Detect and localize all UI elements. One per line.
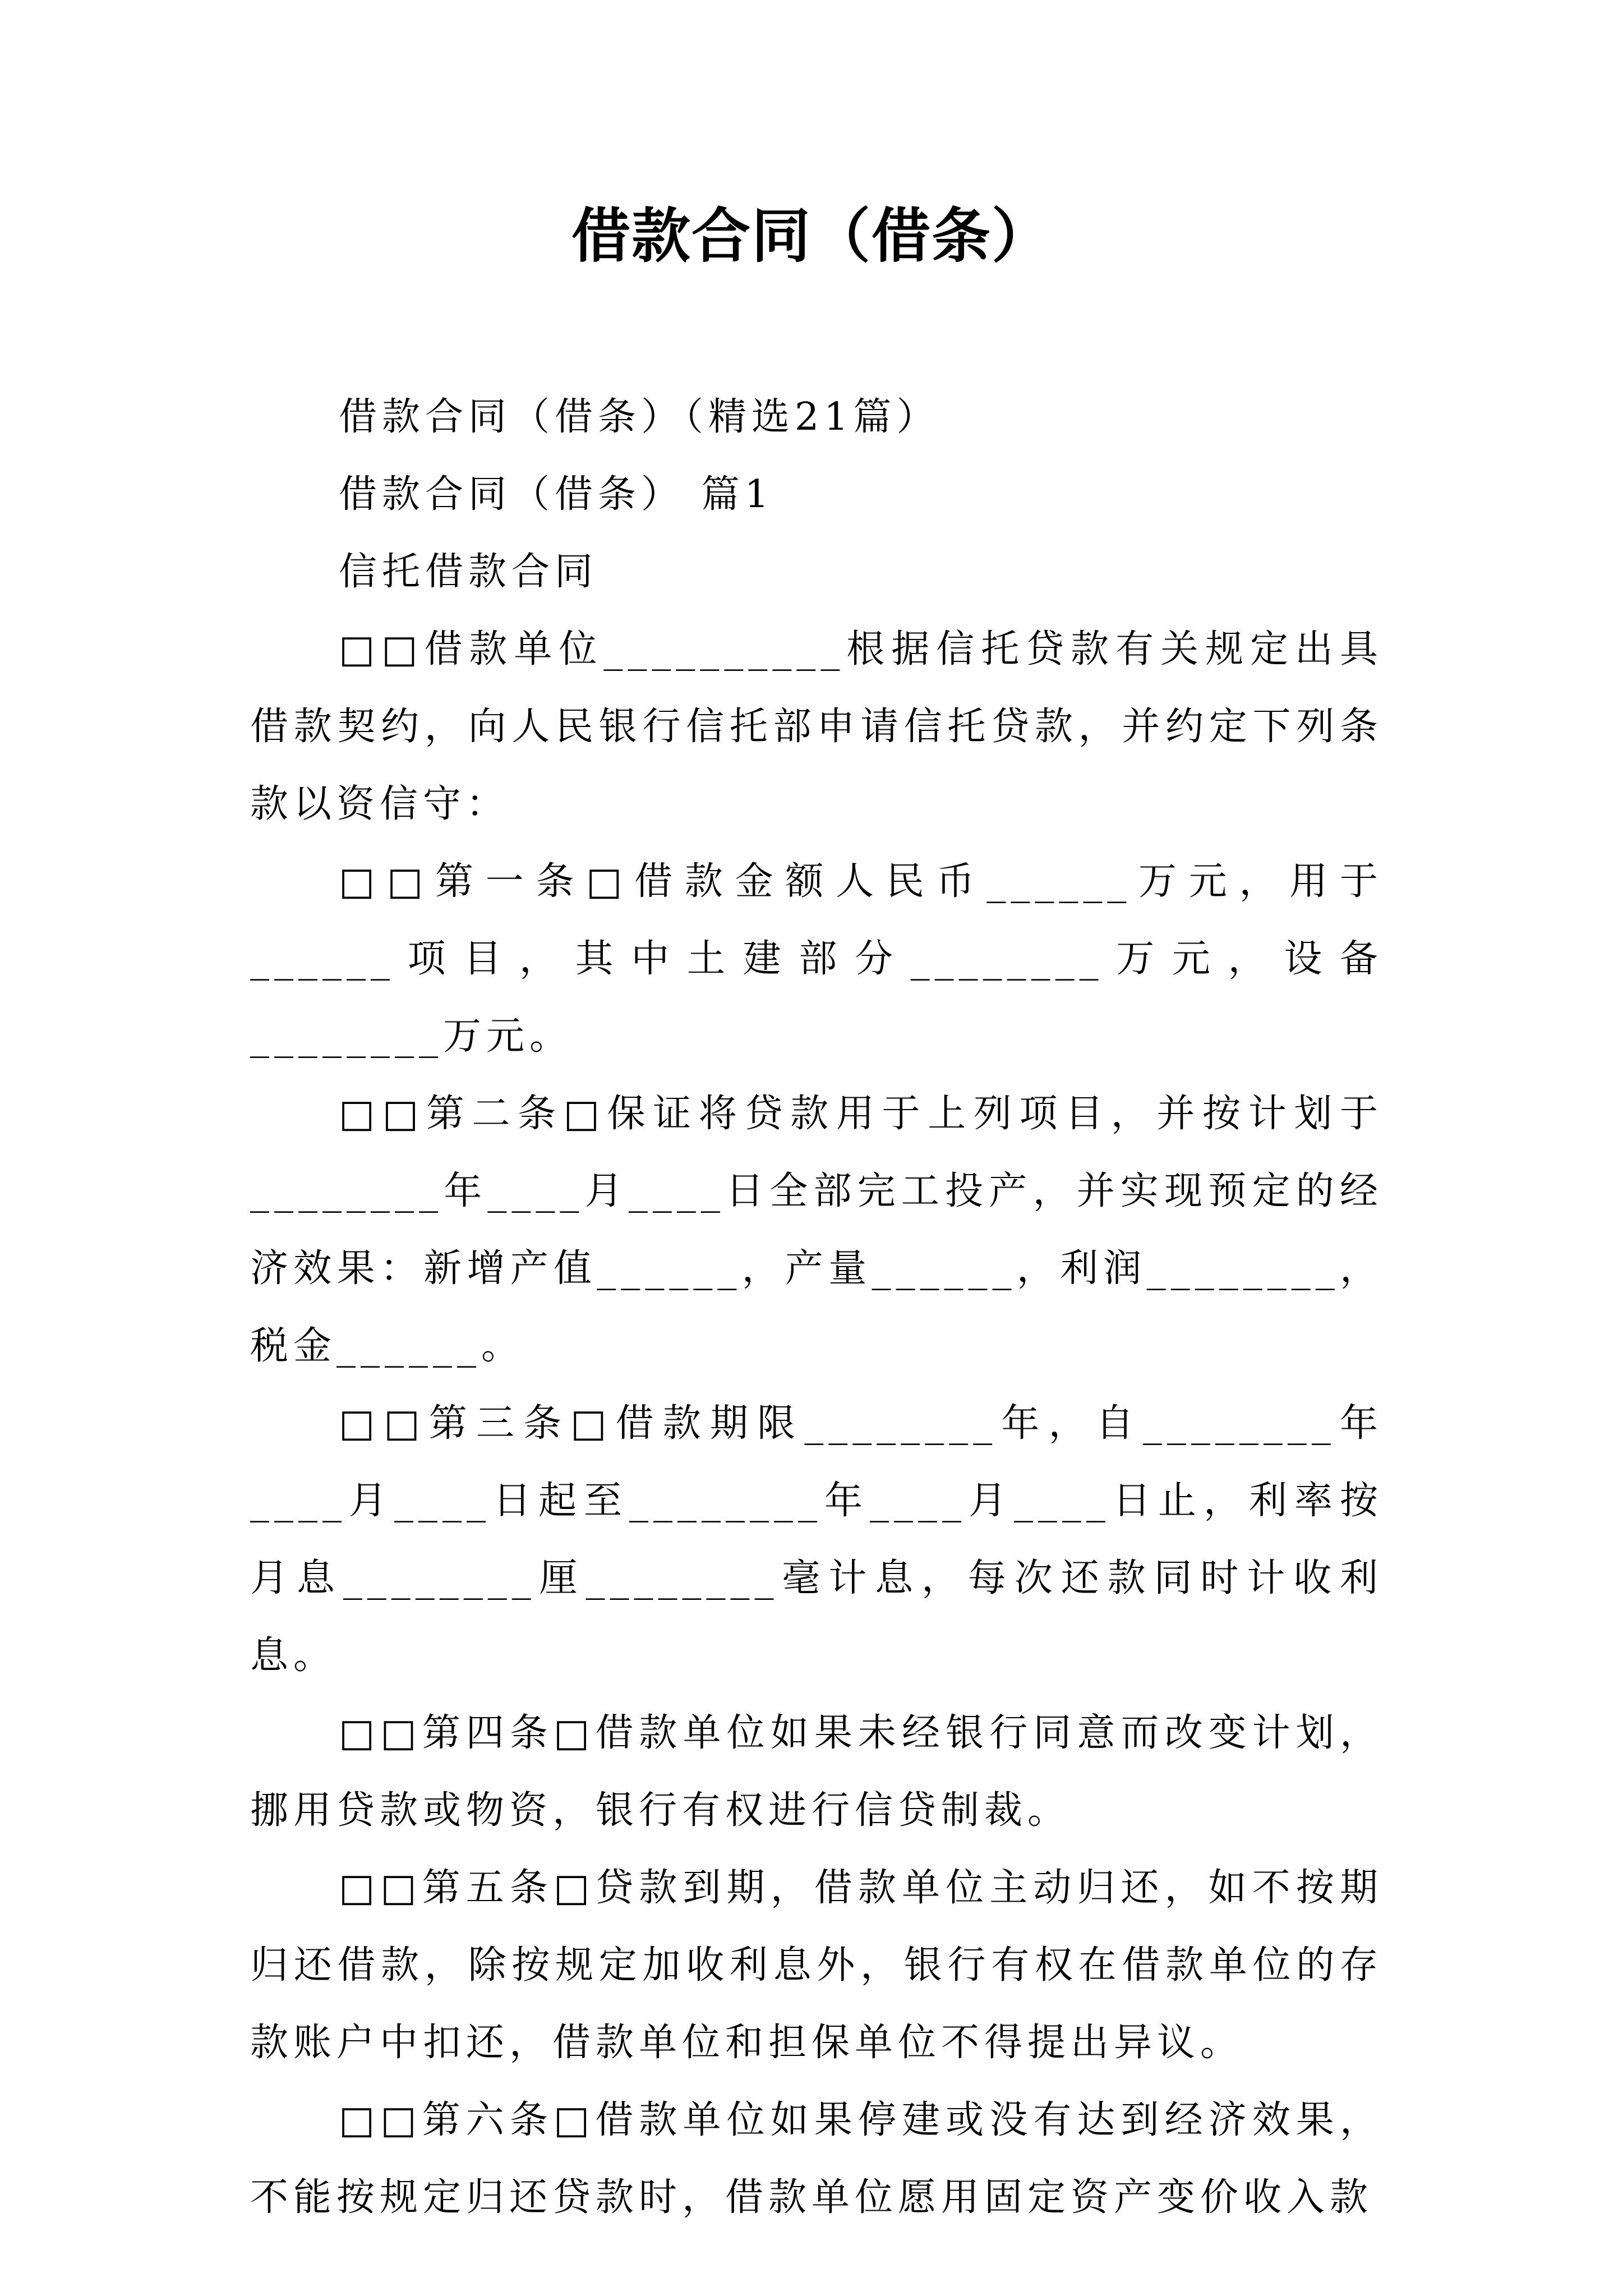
subtitle-paragraph: 借款合同（借条）（精选21篇） [339, 395, 940, 439]
article-3: □□第三条□借款期限________年，自________年____月____日起至________年____月____日止，利率按月息________厘________毫计息，每次还款同时计收利息。 [250, 1401, 1383, 1678]
article-6: □□第六条□借款单位如果停建或没有达到经济效果，不能按规定归还贷款时，借款单位愿用固定资产变价收入款 [250, 2098, 1383, 2220]
preamble-paragraph: □□借款单位__________根据信托贷款有关规定出具借款契约，向人民银行信托部申请信托贷款，并约定下列条款以资信守： [250, 627, 1383, 826]
document-title: 借款合同（借条） [571, 201, 1052, 270]
article-4: □□第四条□借款单位如果未经银行同意而改变计划，挪用贷款或物资，银行有权进行信贷制裁。 [250, 1711, 1383, 1833]
article-1: □□第一条□借款金额人民币______万元，用于______项目，其中土建部分________万元，设备________万元。 [250, 859, 1383, 1059]
contract-name: 信托借款合同 [339, 550, 598, 594]
section-heading: 借款合同（借条） 篇1 [339, 472, 774, 517]
article-5: □□第五条□贷款到期，借款单位主动归还，如不按期归还借款，除按规定加收利息外，银行有权在借款单位的存款账户中扣还，借款单位和担保单位不得提出异议。 [250, 1866, 1383, 2065]
article-2: □□第二条□保证将贷款用于上列项目，并按计划于________年____月____日全部完工投产，并实现预定的经济效果：新增产值______，产量______，利润________，税金______。 [250, 1092, 1383, 1368]
document-body [250, 379, 1383, 2237]
